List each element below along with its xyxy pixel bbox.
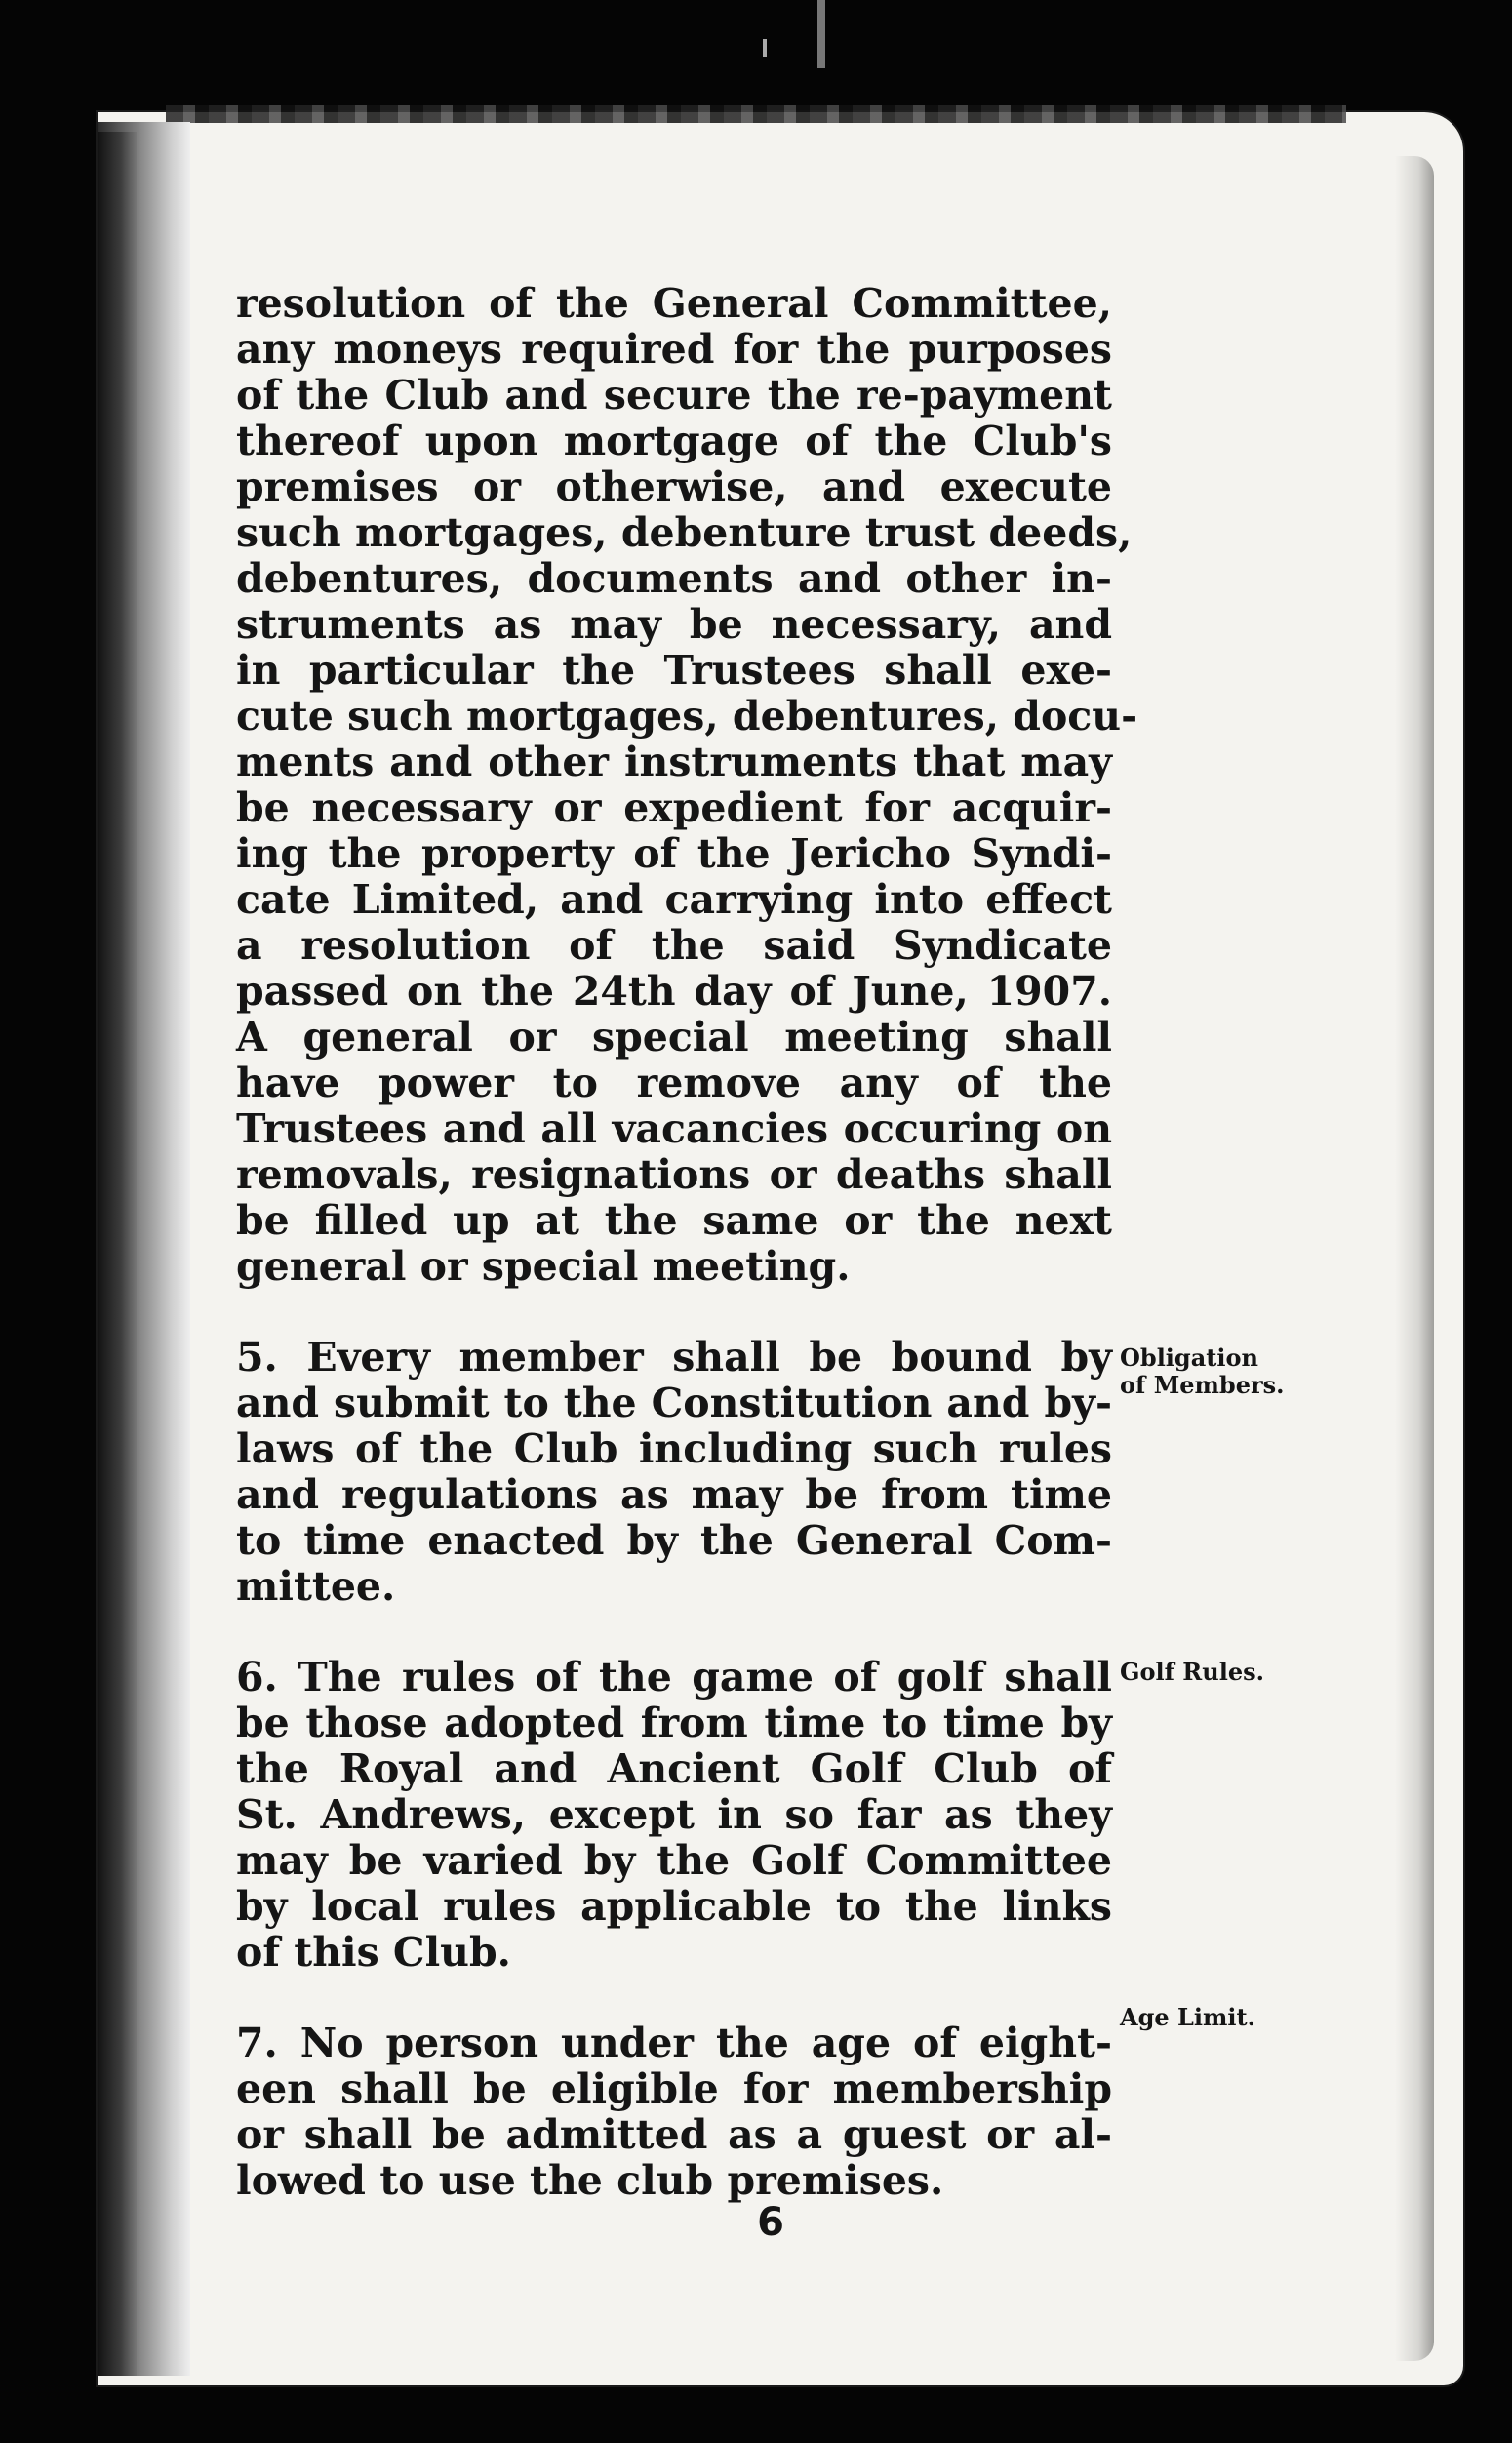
- page-top-edge: [166, 105, 1346, 123]
- paragraph-5-obligation: [236, 1335, 1112, 1610]
- text-line: general or special meeting.: [236, 1243, 851, 1290]
- text-line: and submit to the Constitution and by-: [236, 1380, 1112, 1426]
- text-line: ments and other instruments that may: [236, 739, 1112, 785]
- margin-note-golf-rules: Golf Rules.: [1120, 1658, 1264, 1686]
- scan-clip-mark-small: [763, 39, 767, 57]
- margin-note-obligation: Obligation of Members.: [1120, 1343, 1285, 1399]
- text-line: any moneys required for the purposes: [236, 326, 1112, 373]
- text-line: passed on the 24th day of June, 1907.: [236, 968, 1112, 1015]
- text-line: 5. Every member shall be bound by: [236, 1334, 1112, 1381]
- page-right-fold: [1395, 156, 1434, 2361]
- text-line: thereof upon mortgage of the Club's: [236, 418, 1112, 464]
- text-line: cate Limited, and carrying into effect: [236, 876, 1112, 923]
- text-line: resolution of the General Committee,: [236, 280, 1112, 327]
- text-line: or shall be admitted as a guest or al-: [236, 2111, 1112, 2158]
- text-line: of the Club and secure the re-payment: [236, 372, 1112, 419]
- text-line: have power to remove any of the: [236, 1060, 1112, 1106]
- text-line: 6. The rules of the game of golf shall: [236, 1654, 1112, 1701]
- book-spine: [98, 132, 137, 2376]
- text-line: een shall be eligible for membership: [236, 2065, 1112, 2112]
- text-line: be those adopted from time to time by: [236, 1700, 1112, 1746]
- paragraph-7-age-limit: [236, 2021, 1112, 2204]
- page-number: 6: [757, 2200, 784, 2245]
- text-line: of this Club.: [236, 1929, 511, 1976]
- text-line: premises or otherwise, and execute: [236, 463, 1112, 510]
- text-line: debentures, documents and other in-: [236, 555, 1112, 602]
- paragraph-6-golf-rules: [236, 1655, 1112, 1976]
- text-line: a resolution of the said Syndicate: [236, 922, 1112, 969]
- paragraph-spacer: [236, 1290, 1112, 1335]
- text-line: lowed to use the club premises.: [236, 2157, 944, 2204]
- text-line: by local rules applicable to the links: [236, 1883, 1112, 1930]
- text-line: Trustees and all vacancies occuring on: [236, 1105, 1112, 1152]
- text-line: ing the property of the Jericho Syndi-: [236, 830, 1112, 877]
- page-body-text: [236, 280, 1138, 2204]
- paragraph-spacer: [236, 1610, 1112, 1655]
- text-line: removals, resignations or deaths shall: [236, 1151, 1112, 1198]
- scan-clip-mark: [817, 0, 825, 68]
- text-line: such mortgages, debenture trust deeds,: [236, 509, 1133, 556]
- text-line: and regulations as may be from time: [236, 1471, 1112, 1518]
- text-line: the Royal and Ancient Golf Club of: [236, 1745, 1112, 1792]
- text-line: mittee.: [236, 1563, 396, 1610]
- text-line: be necessary or expedient for acquir-: [236, 784, 1112, 831]
- text-line: cute such mortgages, debentures, docu-: [236, 693, 1138, 740]
- text-line: St. Andrews, except in so far as they: [236, 1791, 1112, 1838]
- text-line: 7. No person under the age of eight-: [236, 2020, 1112, 2066]
- margin-note-age-limit: Age Limit.: [1120, 2003, 1255, 2031]
- paragraph-trustees-powers: [236, 280, 1138, 1290]
- paragraph-spacer: [236, 1976, 1112, 2021]
- text-line: to time enacted by the General Com-: [236, 1517, 1112, 1564]
- text-line: be filled up at the same or the next: [236, 1197, 1112, 1244]
- text-line: in particular the Trustees shall exe-: [236, 647, 1112, 694]
- text-line: A general or special meeting shall: [236, 1014, 1112, 1061]
- text-line: may be varied by the Golf Committee: [236, 1837, 1112, 1884]
- text-line: laws of the Club including such rules: [236, 1425, 1112, 1472]
- text-line: struments as may be necessary, and: [236, 601, 1112, 648]
